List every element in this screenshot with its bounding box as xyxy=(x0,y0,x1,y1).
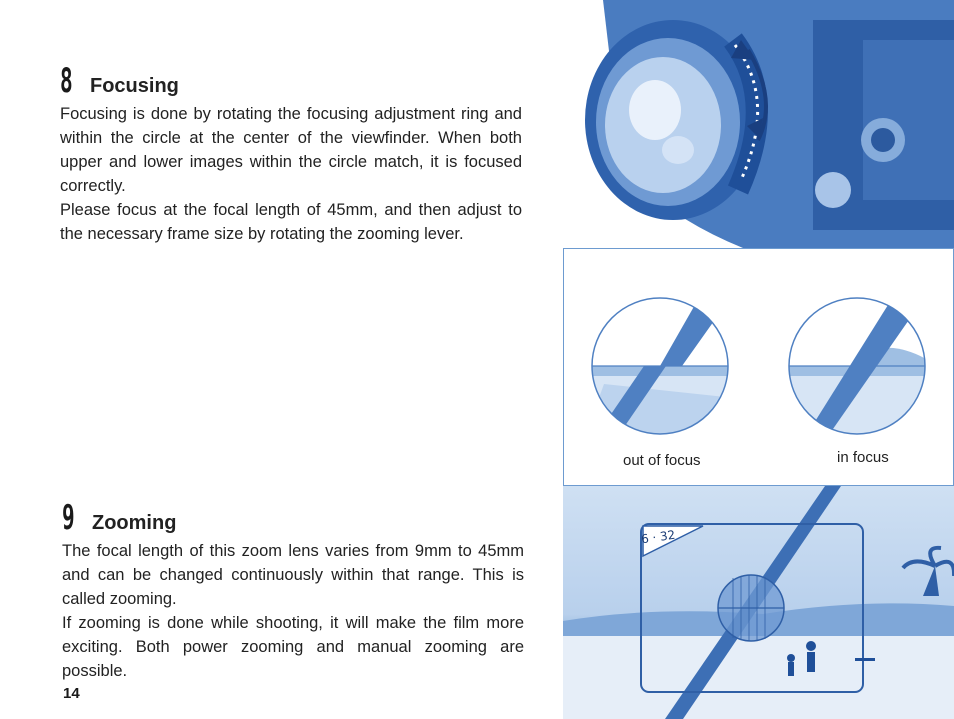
lens-illustration xyxy=(563,0,954,248)
zooming-heading xyxy=(62,495,524,538)
beach-illustration xyxy=(563,486,954,719)
focusing-section xyxy=(60,58,522,246)
page-number: 14 xyxy=(63,685,80,702)
zooming-title: Zooming xyxy=(92,512,177,534)
focusing-title: Focusing xyxy=(90,75,179,97)
focusing-section-number: 8 xyxy=(60,61,73,101)
caption-in-focus: in focus xyxy=(837,449,889,466)
zooming-section-number: 9 xyxy=(62,498,75,538)
focus-circles-illustration xyxy=(564,249,953,485)
zoom-readout: 6 · 32 xyxy=(640,527,677,547)
zooming-section xyxy=(62,495,524,683)
focusing-paragraph-2: Please focus at the focal length of 45mm, and then adjust to the necessary frame size by rotating the zooming lever. xyxy=(60,201,522,243)
focusing-heading xyxy=(60,58,522,101)
zooming-paragraph-2: If zooming is done while shooting, it will make the film more exciting. Both power zooming and manual zooming are possible. xyxy=(62,614,524,680)
focus-comparison-panel xyxy=(563,248,954,486)
caption-out-of-focus: out of focus xyxy=(623,452,701,469)
focusing-paragraph-1: Focusing is done by rotating the focusing adjustment ring and within the circle at the center of the viewfinder. When both upper and lower images within the circle match, it is focused correctly. xyxy=(60,105,522,195)
viewfinder-photo xyxy=(563,486,954,719)
zooming-paragraph-1: The focal length of this zoom lens varies from 9mm to 45mm and can be changed continuously within that range. This is called zooming. xyxy=(62,542,524,608)
lens-photo xyxy=(563,0,954,248)
